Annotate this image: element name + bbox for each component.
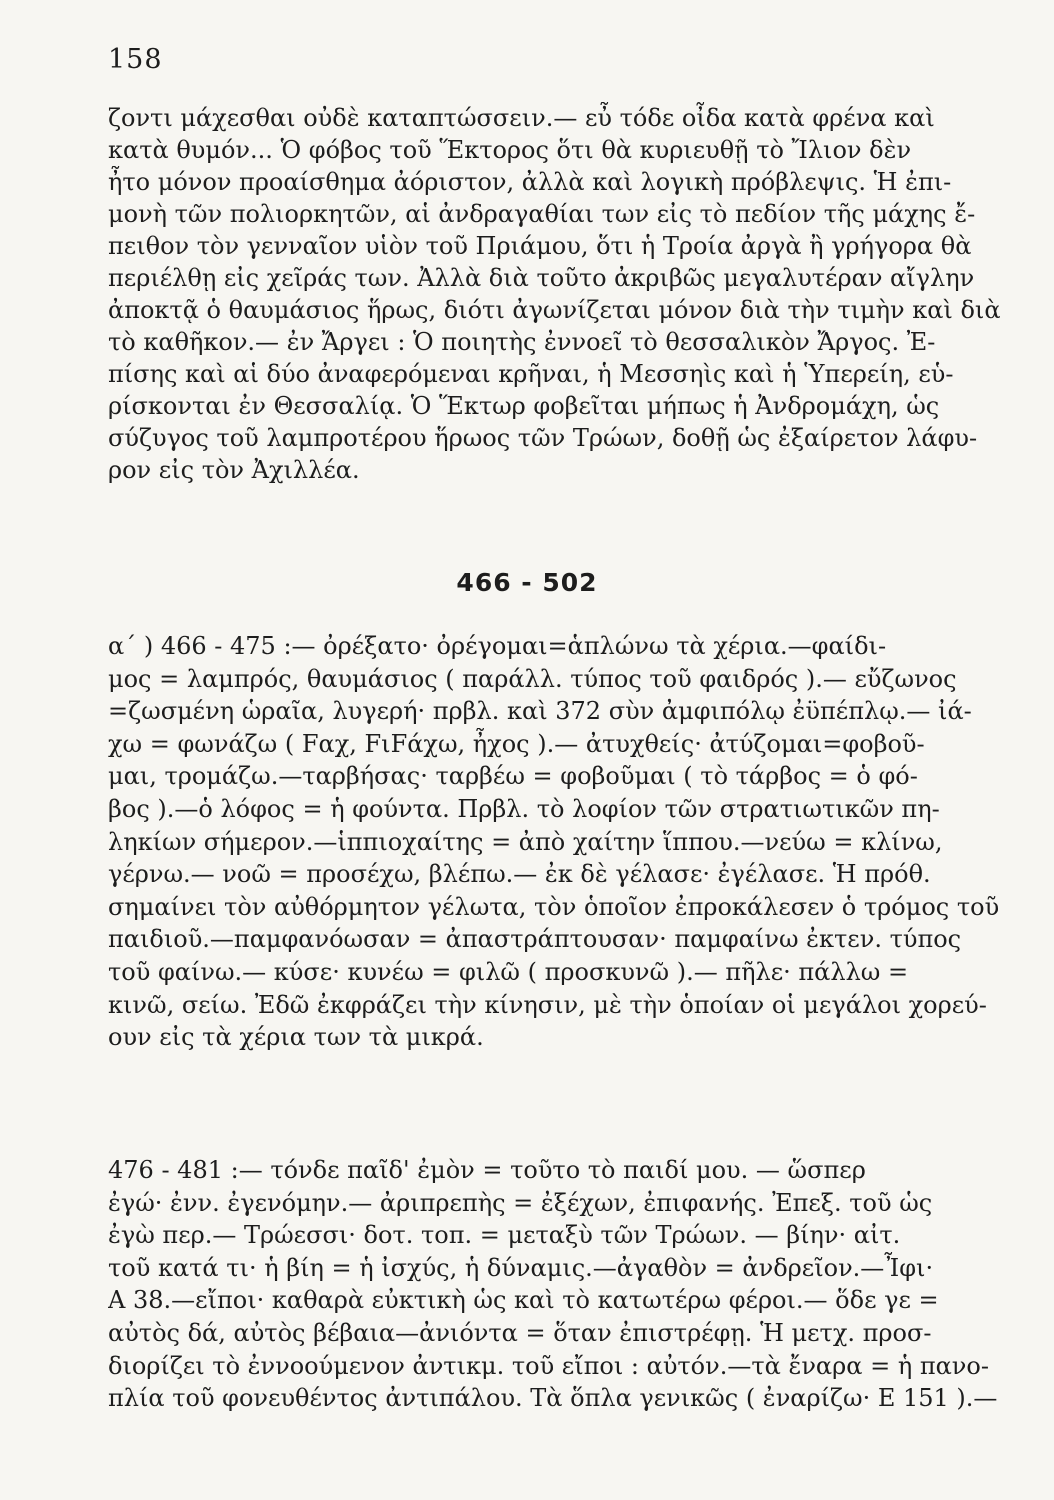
text-line: κινῶ, σείω. Ἐδῶ ἐκφράζει τὴν κίνησιν, μὲ τὴν ὁποίαν οἱ μεγάλοι χορεύ- bbox=[108, 990, 987, 1019]
text-line: ουν εἰς τὰ χέρια των τὰ μικρά. bbox=[108, 1023, 484, 1052]
text-line: κατὰ θυμόν... Ὁ φόβος τοῦ Ἕκτορος ὅτι θὰ κυριευθῇ τὸ Ἴλιον δὲν bbox=[108, 136, 912, 164]
text-line: μος = λαμπρός, θαυμάσιος ( παράλλ. τύπος τοῦ φαιδρός ).— εὔζωνος bbox=[108, 664, 957, 693]
text-line: παιδιοῦ.—παμφανόωσαν = ἀπαστράπτουσαν· παμφαίνω ἐκτεν. τύπος bbox=[108, 925, 962, 954]
text-line: ληκίων σήμερον.—ἱππιοχαίτης = ἀπὸ χαίτην ἵππου.—νεύω = κλίνω, bbox=[108, 827, 943, 856]
text-line: πλία τοῦ φονευθέντος ἀντιπάλου. Τὰ ὅπλα γενικῶς ( ἐναρίζω· Ε 151 ).— bbox=[108, 1384, 998, 1413]
text-line: τοῦ φαίνω.— κύσε· κυνέω = φιλῶ ( προσκυνῶ ).— πῆλε· πάλλω = bbox=[108, 957, 909, 986]
commentary-paragraph-1 bbox=[108, 102, 1008, 486]
commentary-paragraph-3 bbox=[108, 1154, 1008, 1415]
text-line: =ζωσμένη ὡραῖα, λυγερή· πρβλ. καὶ 372 σὺν ἀμφιπόλῳ ἐϋπέπλῳ.— ἰά- bbox=[108, 697, 972, 726]
text-line: ἀποκτᾷ ὁ θαυμάσιος ἥρως, διότι ἀγωνίζεται μόνον διὰ τὴν τιμὴν καὶ διὰ bbox=[108, 296, 1001, 324]
text-line: 476 - 481 :— τόνδε παῖδ' ἐμὸν = τοῦτο τὸ παιδί μου. — ὥσπερ bbox=[108, 1156, 866, 1184]
text-line: χω = φωνάζω ( Fαχ, FιFάχω, ἦχος ).— ἀτυχθείς· ἀτύζομαι=φοβοῦ- bbox=[108, 729, 925, 758]
text-line: α΄ ) 466 - 475 :— ὀρέξατο· ὀρέγομαι=ἁπλώνω τὰ χέρια.—φαίδι- bbox=[108, 632, 887, 660]
text-line: ρίσκονται ἐν Θεσσαλίᾳ. Ὁ Ἕκτωρ φοβεῖται μήπως ἡ Ἀνδρομάχη, ὡς bbox=[108, 392, 940, 420]
text-line: ἐγώ· ἐνν. ἐγενόμην.— ἀριπρεπὴς = ἐξέχων, ἐπιφανής. Ἐπεξ. τοῦ ὡς bbox=[108, 1188, 933, 1217]
text-line: σύζυγος τοῦ λαμπροτέρου ἥρωος τῶν Τρώων, δοθῇ ὡς ἐξαίρετον λάφυ- bbox=[108, 424, 978, 452]
text-line: σημαίνει τὸν αὐθόρμητον γέλωτα, τὸν ὁποῖον ἐπροκάλεσεν ὁ τρόμος τοῦ bbox=[108, 892, 1000, 921]
text-line: μαι, τρομάζω.—ταρβήσας· ταρβέω = φοβοῦμαι ( τὸ τάρβος = ὁ φό- bbox=[108, 762, 918, 791]
text-line: πειθον τὸν γενναῖον υἱὸν τοῦ Πριάμου, ὅτι ἡ Τροία ἀργὰ ἢ γρήγορα θὰ bbox=[108, 232, 972, 260]
text-line: διορίζει τὸ ἐννοούμενον ἀντικμ. τοῦ εἴποι : αὐτόν.—τὰ ἔναρα = ἡ πανο- bbox=[108, 1351, 989, 1380]
text-line: βος ).—ὁ λόφος = ἡ φούντα. Πρβλ. τὸ λοφίον τῶν στρατιωτικῶν πη- bbox=[108, 794, 940, 823]
text-line: αὐτὸς δά, αὐτὸς βέβαια—ἀνιόντα = ὅταν ἐπιστρέφῃ. Ἡ μετχ. προσ- bbox=[108, 1318, 932, 1347]
text-line: Α 38.—εἴποι· καθαρὰ εὐκτικὴ ὡς καὶ τὸ κατωτέρω φέροι.— ὅδε γε = bbox=[108, 1286, 939, 1315]
text-line: ζοντι μάχεσθαι οὐδὲ καταπτώσσειν.— εὖ τόδε οἶδα κατὰ φρένα καὶ bbox=[108, 104, 935, 132]
section-heading: 466 - 502 bbox=[456, 568, 598, 597]
text-line: ἦτο μόνον προαίσθημα ἀόριστον, ἀλλὰ καὶ λογικὴ πρόβλεψις. Ἡ ἐπι- bbox=[108, 168, 952, 196]
text-line: ρον εἰς τὸν Ἀχιλλέα. bbox=[108, 456, 360, 484]
text-line: περιέλθῃ εἰς χεῖράς των. Ἀλλὰ διὰ τοῦτο ἀκριβῶς μεγαλυτέραν αἴγλην bbox=[108, 264, 975, 292]
text-line: γέρνω.— νοῶ = προσέχω, βλέπω.— ἐκ δὲ γέλασε· ἐγέλασε. Ἡ πρόθ. bbox=[108, 860, 931, 889]
text-line: πίσης καὶ αἱ δύο ἀναφερόμεναι κρῆναι, ἡ Μεσσηὶς καὶ ἡ Ὑπερείη, εὑ- bbox=[108, 360, 954, 388]
text-line: τὸ καθῆκον.— ἐν Ἄργει : Ὁ ποιητὴς ἐννοεῖ τὸ θεσσαλικὸν Ἄργος. Ἐ- bbox=[108, 328, 936, 356]
page-number: 158 bbox=[108, 44, 163, 75]
text-line: μονὴ τῶν πολιορκητῶν, αἱ ἀνδραγαθίαι των εἰς τὸ πεδίον τῆς μάχης ἔ- bbox=[108, 200, 976, 228]
text-line: ἐγὼ περ.— Τρώεσσι· δοτ. τοπ. = μεταξὺ τῶν Τρώων. — βίην· αἰτ. bbox=[108, 1221, 901, 1250]
text-line: τοῦ κατά τι· ἡ βίη = ἡ ἰσχύς, ἡ δύναμις.—ἀγαθὸν = ἀνδρεῖον.—Ἶφι· bbox=[108, 1253, 934, 1282]
commentary-paragraph-2 bbox=[108, 630, 1008, 1054]
